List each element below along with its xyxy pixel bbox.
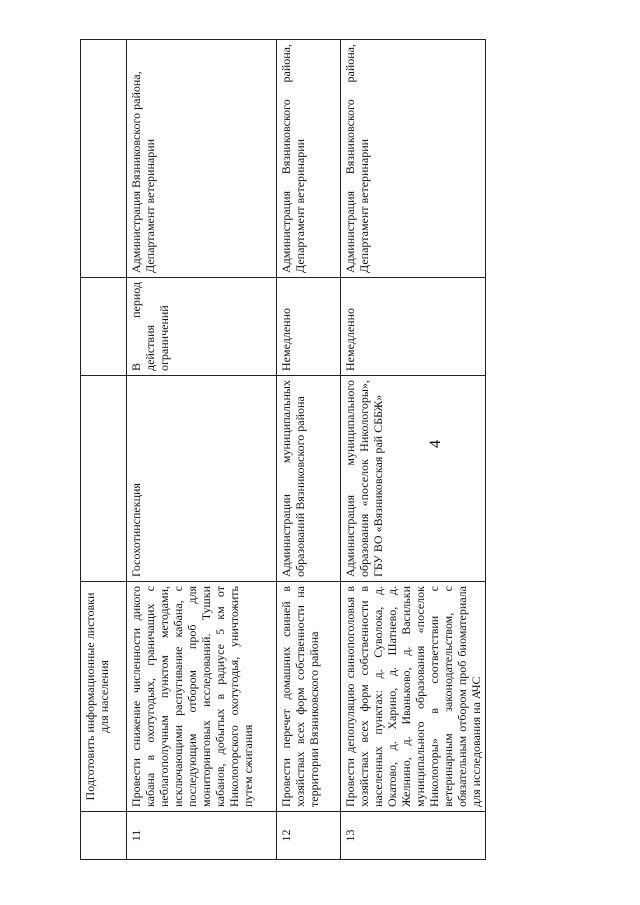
- responsible-cell: Администрация Вязниковского района, Департамент ветеринарии: [277, 40, 341, 278]
- term-cell: Немедленно: [277, 278, 341, 376]
- table-row: [341, 40, 486, 860]
- measure-cell: Провести депопуляцию свинопоголовья в хозяйствах всех форм собственности в населенных пунктах: д. Суволока, д. Окатово, д. Харино, д. Шатнево, д. Желнино, д. Иваньково, д. Васильки муниципального образования «поселок Никологоры» в соответствии с ветеринарным законодательством, с обязательным отбором проб биоматериала для исследования на АЧС: [341, 582, 486, 812]
- executor-cell: Администрации муниципальных образований Вязниковского района: [277, 376, 341, 582]
- row-number: 12: [277, 812, 341, 860]
- term-cell: Немедленно: [341, 278, 486, 376]
- table-row: [127, 40, 277, 860]
- term-cell: [81, 278, 127, 376]
- measure-cell: Подготовить информационные листовки для населения: [81, 582, 127, 812]
- row-number: 11: [127, 812, 277, 860]
- page-number: 4: [427, 440, 444, 448]
- responsible-cell: Администрация Вязниковского района, Департамент ветеринарии: [127, 40, 277, 278]
- measures-table: [80, 39, 486, 860]
- executor-cell: Госохотинспекция: [127, 376, 277, 582]
- measure-cell: Провести снижение численности дикого кабана в охотугодьях, граничащих с неблагополучным пунктом методами, исключающими распугивание кабана, с последующим отбором проб для мониторинговых исследований. Тушки кабанов, добытых в радиусе 5 км от Никологорского охотугодья, уничтожить путем сжигания: [127, 582, 277, 812]
- row-number: [81, 812, 127, 860]
- measures-table-wrapper: [80, 40, 483, 860]
- table-row: [277, 40, 341, 860]
- row-number: 13: [341, 812, 486, 860]
- responsible-cell: [81, 40, 127, 278]
- table-row: [81, 40, 127, 860]
- measure-cell: Провести перечет домашних свиней в хозяйствах всех форм собственности на территории Вязниковского района: [277, 582, 341, 812]
- measures-table-rotated: [80, 40, 483, 860]
- executor-cell: Администрация муниципального образования «поселок Никологоры», ГБУ ВО «Вязниковская рай СББЖ»: [341, 376, 486, 582]
- term-cell: В период действия ограничений: [127, 278, 277, 376]
- responsible-cell: Администрация Вязниковского района, Департамент ветеринарии: [341, 40, 486, 278]
- executor-cell: [81, 376, 127, 582]
